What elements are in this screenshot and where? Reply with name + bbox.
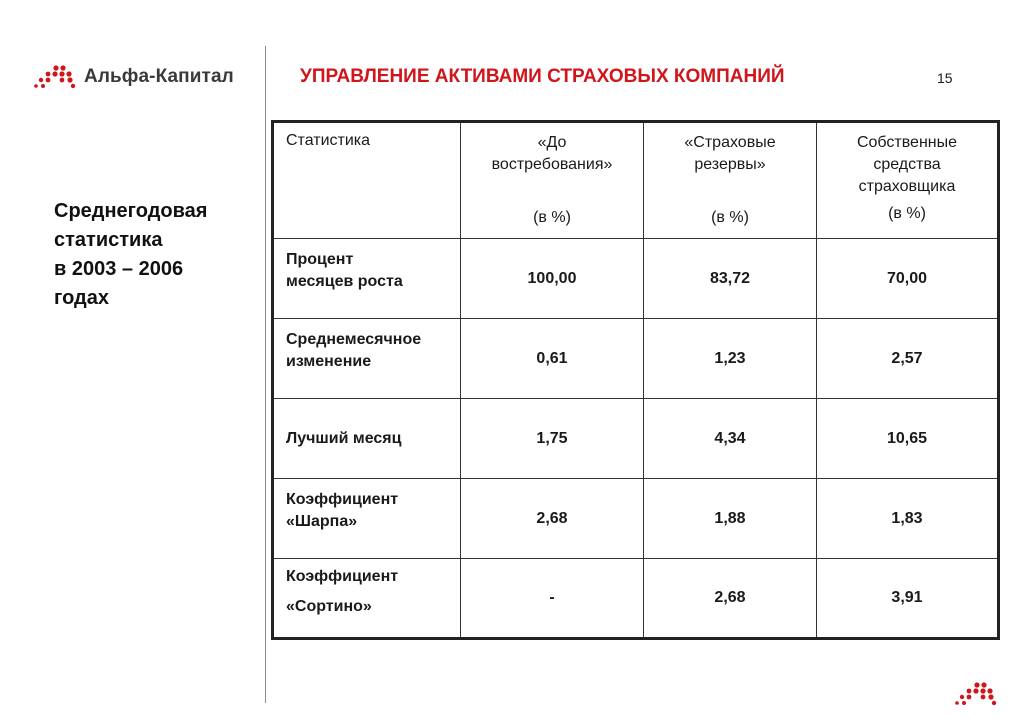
- row-label-line: изменение: [286, 353, 372, 370]
- row-label-line: Коэффициент: [286, 491, 399, 508]
- row-label-line: «Сортино»: [286, 598, 372, 615]
- row-label: [273, 479, 461, 559]
- cell-own-funds: 3,91: [817, 559, 999, 639]
- logo-dots-icon: [34, 65, 76, 89]
- table-header-row: [273, 122, 999, 239]
- header-line: «Страховые: [684, 134, 776, 151]
- row-label: [273, 559, 461, 639]
- subtitle-line: Среднегодовая: [54, 200, 208, 222]
- row-label: [273, 319, 461, 399]
- cell-on-demand: 100,00: [461, 239, 644, 319]
- header-own-funds: [817, 122, 999, 239]
- header-unit: (в %): [533, 209, 571, 226]
- row-label: [273, 239, 461, 319]
- subtitle-line: в 2003 – 2006: [54, 258, 184, 280]
- row-label-line: Коэффициент: [286, 568, 399, 585]
- cell-own-funds: 2,57: [817, 319, 999, 399]
- cell-own-funds: 70,00: [817, 239, 999, 319]
- header-line: Собственные: [856, 134, 958, 151]
- subtitle-line: годах: [54, 287, 109, 309]
- header-on-demand: [461, 122, 644, 239]
- cell-own-funds: 10,65: [817, 399, 999, 479]
- row-label-line: Лучший месяц: [286, 429, 402, 447]
- row-label-line: «Шарпа»: [286, 513, 358, 530]
- header-line: востребования»: [491, 156, 613, 173]
- slide-subtitle: [54, 197, 259, 313]
- cell-on-demand: 2,68: [461, 479, 644, 559]
- cell-insurance-reserves: 4,34: [644, 399, 817, 479]
- statistics-table: [271, 120, 1000, 640]
- header-line: резервы»: [694, 156, 766, 173]
- table-row: [273, 559, 999, 639]
- row-label: [273, 399, 461, 479]
- cell-insurance-reserves: 83,72: [644, 239, 817, 319]
- cell-on-demand: 0,61: [461, 319, 644, 399]
- cell-insurance-reserves: 2,68: [644, 559, 817, 639]
- header-statistics: Статистика: [273, 122, 461, 239]
- cell-on-demand: -: [461, 559, 644, 639]
- page-number: 15: [937, 70, 953, 86]
- row-label-line: Среднемесячное: [286, 331, 422, 348]
- table-row: [273, 399, 999, 479]
- logo-text: Альфа-Капитал: [84, 66, 234, 87]
- header-line: страховщика: [858, 178, 956, 195]
- header-unit: (в %): [888, 205, 926, 222]
- header-insurance-reserves: [644, 122, 817, 239]
- cell-own-funds: 1,83: [817, 479, 999, 559]
- cell-insurance-reserves: 1,88: [644, 479, 817, 559]
- row-label-line: месяцев роста: [286, 273, 403, 290]
- row-label-line: Процент: [286, 251, 354, 268]
- table-row: [273, 479, 999, 559]
- table-row: [273, 239, 999, 319]
- decorative-dots-icon: [955, 682, 997, 708]
- slide-title: УПРАВЛЕНИЕ АКТИВАМИ СТРАХОВЫХ КОМПАНИЙ: [300, 66, 785, 87]
- header-line: средства: [873, 156, 941, 173]
- header-unit: (в %): [711, 209, 749, 226]
- cell-on-demand: 1,75: [461, 399, 644, 479]
- company-logo: [34, 62, 234, 92]
- vertical-divider: [265, 46, 266, 703]
- cell-insurance-reserves: 1,23: [644, 319, 817, 399]
- table-row: [273, 319, 999, 399]
- subtitle-line: статистика: [54, 229, 163, 251]
- header-line: «До: [537, 134, 567, 151]
